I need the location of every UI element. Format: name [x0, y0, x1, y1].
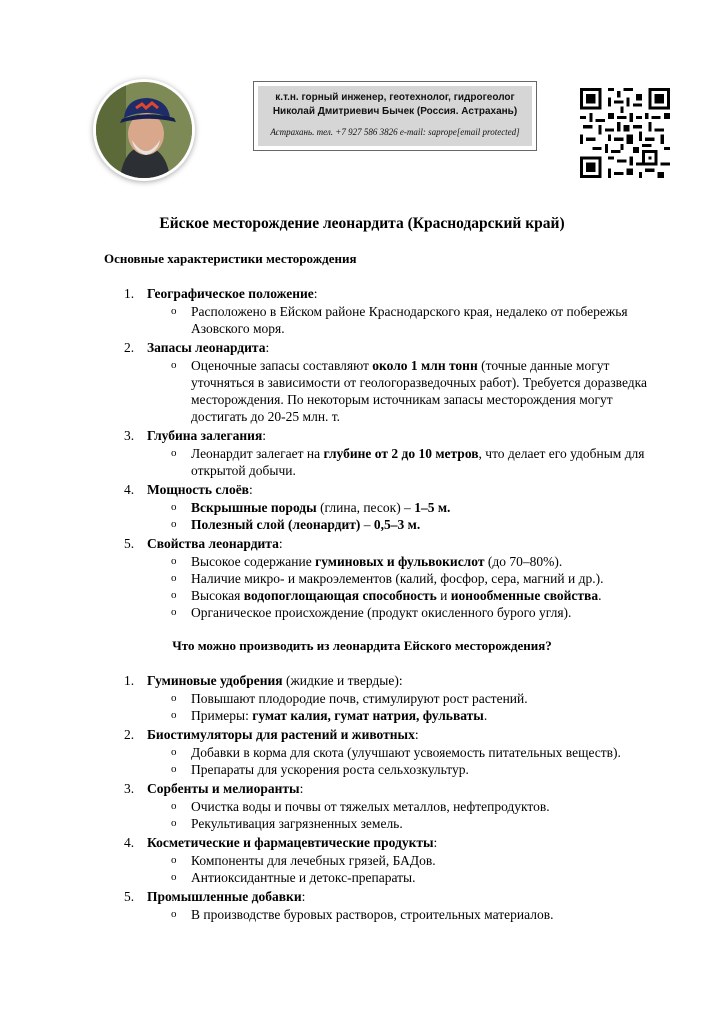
item-text-bold: гумат калия, гумат натрия, фульваты [252, 708, 484, 723]
item-text-bold: водопоглощающая способность [243, 588, 437, 603]
item-text: , что делает его удобным для открытой добычи. [191, 446, 645, 478]
item-text: – [360, 517, 374, 532]
item-label: Косметические и фармацевтические продукты [147, 835, 434, 850]
author-credentials: к.т.н. горный инженер, геотехнолог, гидрогеолог [275, 92, 515, 103]
item-text: Наличие микро- и макроэлементов (калий, фосфор, сера, магний и др.). [191, 571, 604, 586]
item-number: 1. [124, 286, 135, 301]
section-heading-products: Что можно производить из леонардита Ейского месторождения? [172, 638, 552, 653]
item-label: Биостимуляторы для растений и животных [147, 727, 415, 742]
characteristics-list [0, 283, 724, 621]
list-item: 2. Биостимуляторы для растений и животных: o Добавки в корма для скота (улучшают усвояемость питательных веществ). o Препараты для ускорения роста сельхозкультур. [124, 727, 621, 777]
item-text: Расположено в Ейском районе Краснодарского края, недалеко от побережья Азовского моря. [191, 304, 628, 336]
item-label: Гуминовые удобрения [147, 673, 283, 688]
list-item: 3. Сорбенты и мелиоранты: o Очистка воды и почвы от тяжелых металлов, нефтепродуктов. o Рекультивация загрязненных земель. [124, 781, 550, 831]
item-label-tail: : [301, 889, 306, 904]
list-item: 2. Запасы леонардита: o Оценочные запасы составляют около 1 млн тонн (точные данные могут уточняться в зависимости от геологоразведочных работ). Требуется доразведка месторождения. По некоторым источникам запасы месторождения могут достигать до 20-25 млн. т. [124, 340, 647, 424]
list-item: 4. Мощность слоёв: o Вскрышные породы (глина, песок) – 1–5 м. o Полезный слой (леонардит) – 0,5–3 м. [124, 482, 451, 532]
item-text: Добавки в корма для скота (улучшают усвояемость питательных веществ). [191, 745, 621, 760]
author-portrait-icon [96, 82, 192, 178]
item-text: Рекультивация загрязненных земель. [191, 816, 403, 831]
item-text-bold: Вскрышные породы [191, 500, 317, 515]
author-name: Николай Дмитриевич Бычек (Россия. Астрахань) [272, 106, 518, 117]
item-text: (точные данные могут уточняться в зависимости от геологоразведочных работ). Требуется доразведка месторождения. По некоторым источникам запасы месторождения могут достигать до 20-25 млн. т. [191, 358, 647, 424]
item-text: Повышают плодородие почв, стимулируют рост растений. [191, 691, 528, 706]
item-label: Промышленные добавки [147, 889, 302, 904]
item-text-bold: ионообменные свойства [450, 588, 599, 603]
list-item: 5. Свойства леонардита: o Высокое содержание гуминовых и фульвокислот (до 70–80%). o Наличие микро- и макроэлементов (калий, фосфор, сера, магний и др.). o Высокая водопоглощающая способность и ионообменные свойства. o Органическое происхождение (продукт окисленного бурого угля). [124, 536, 604, 620]
item-number: 5. [124, 536, 135, 551]
item-text: В производстве буровых растворов, строительных материалов. [191, 907, 554, 922]
item-text-bold: глубине от 2 до 10 метров [323, 446, 479, 461]
author-contact: Астрахань. тел. +7 927 586 3826 e-mail: saprope[email protected] [270, 127, 520, 137]
item-text: Оценочные запасы составляют [191, 358, 373, 373]
item-text: Антиоксидантные и детокс-препараты. [191, 870, 416, 885]
author-card [253, 81, 537, 151]
item-text: Компоненты для лечебных грязей, БАДов. [191, 853, 436, 868]
item-text: . [598, 588, 602, 603]
item-label-tail: : [414, 727, 419, 742]
item-number: 2. [124, 340, 135, 355]
item-text: (глина, песок) – [316, 500, 415, 515]
item-text: (до 70–80%). [484, 554, 563, 569]
item-text: Высокая [191, 588, 244, 603]
item-text-bold: 0,5–3 м. [373, 517, 421, 532]
item-text: и [436, 588, 451, 603]
item-text: . [483, 708, 488, 723]
item-label: Глубина залегания [147, 428, 263, 443]
item-text: Примеры: [191, 708, 253, 723]
list-item: 3. Глубина залегания: o Леонардит залегает на глубине от 2 до 10 метров, что делает его удобным для открытой добычи. [124, 428, 645, 478]
item-text-bold: Полезный слой (леонардит) [191, 517, 361, 532]
item-number: 5. [124, 889, 135, 904]
item-label: Свойства леонардита [147, 536, 279, 551]
list-item: 1. Географическое положение: o Расположено в Ейском районе Краснодарского края, недалеко от побережья Азовского моря. [124, 286, 628, 336]
list-item: 5. Промышленные добавки: o В производстве буровых растворов, строительных материалов. [124, 889, 554, 922]
item-label-tail: : [433, 835, 438, 850]
item-number: 4. [124, 835, 135, 850]
item-number: 3. [124, 428, 135, 443]
item-text: Леонардит залегает на [191, 446, 324, 461]
author-photo [96, 82, 192, 178]
item-text-bold: 1–5 м. [414, 500, 451, 515]
item-text-bold: около 1 млн тонн [372, 358, 478, 373]
item-label-tail: (жидкие и твердые): [282, 673, 403, 688]
page-title: Ейское месторождение леонардита (Краснодарский край) [159, 215, 565, 232]
qr-code-icon [580, 88, 670, 178]
item-text: Высокое содержание [191, 554, 316, 569]
item-text: Препараты для ускорения роста сельхозкультур. [191, 762, 469, 777]
item-text: Органическое происхождение (продукт окисленного бурого угля). [191, 605, 572, 620]
list-item: 1. Гуминовые удобрения (жидкие и твердые): o Повышают плодородие почв, стимулируют рост растений. o Примеры: гумат калия, гумат натрия, фульваты. [124, 673, 528, 723]
item-label-tail: : [299, 781, 304, 796]
list-item: 4. Косметические и фармацевтические продукты: o Компоненты для лечебных грязей, БАДов. o Антиоксидантные и детокс-препараты. [124, 835, 438, 885]
item-number: 4. [124, 482, 135, 497]
item-label: Сорбенты и мелиоранты [147, 781, 300, 796]
item-label: Мощность слоёв [147, 482, 249, 497]
item-label: Запасы леонардита [147, 340, 266, 355]
products-list [0, 670, 724, 923]
item-text-bold: гуминовых и фульвокислот [315, 554, 485, 569]
section-heading-characteristics: Основные характеристики месторождения [104, 251, 357, 266]
item-number: 3. [124, 781, 135, 796]
item-number: 1. [124, 673, 135, 688]
item-text: Очистка воды и почвы от тяжелых металлов, нефтепродуктов. [191, 799, 550, 814]
item-number: 2. [124, 727, 135, 742]
item-label: Географическое положение [147, 286, 314, 301]
